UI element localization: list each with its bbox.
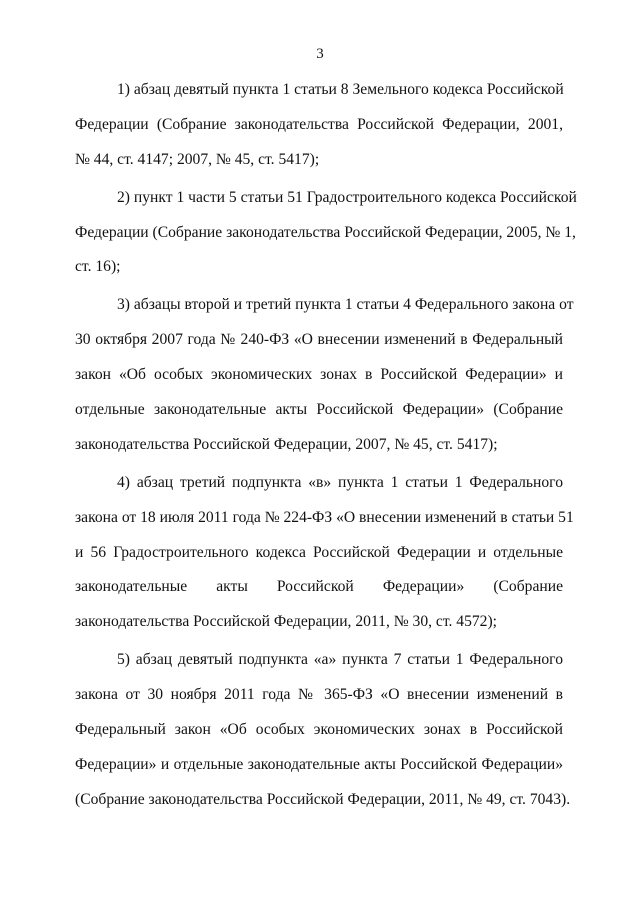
item-4-line-1: 4) абзац третий подпункта «в» пункта 1 статьи 1 Федерального: [117, 473, 563, 491]
list-item-5: [75, 649, 571, 823]
item-3-line-1: 3) абзацы второй и третий пункта 1 статьи 4 Федерального закона от: [117, 296, 574, 314]
list-item-4: [75, 472, 574, 646]
item-4-line-2: закона от 18 июля 2011 года № 224-ФЗ «О внесении изменений в статьи 51: [75, 508, 574, 526]
item-5-line-3: Федеральный закон «Об особых экономических зонах в Российской: [75, 721, 563, 739]
item-2-line-3: ст. 16);: [75, 258, 121, 276]
item-4-line-5: законодательства Российской Федерации, 2011, № 30, ст. 4572);: [75, 613, 497, 631]
page-number: 3: [316, 46, 324, 62]
item-5-line-4: Федерации» и отдельные законодательные акты Российской Федерации»: [75, 755, 563, 773]
item-2-line-1: 2) пункт 1 части 5 статьи 51 Градостроительного кодекса Российской: [117, 188, 577, 206]
item-2-line-2: Федерации (Собрание законодательства Российской Федерации, 2005, № 1,: [75, 223, 576, 241]
item-3-line-4: отдельные законодательные акты Российской Федерации» (Собрание: [75, 401, 563, 419]
item-1-line-3: № 44, ст. 4147; 2007, № 45, ст. 5417);: [75, 150, 320, 168]
item-3-line-5: законодательства Российской Федерации, 2007, № 45, ст. 5417);: [75, 435, 498, 453]
item-1-line-2: Федерации (Собрание законодательства Российской Федерации, 2001,: [75, 115, 563, 133]
item-5-line-1: 5) абзац девятый подпункта «а» пункта 7 статьи 1 Федерального: [117, 651, 563, 669]
item-1-line-1: 1) абзац девятый пункта 1 статьи 8 Земельного кодекса Российской: [117, 81, 564, 98]
item-4-line-4: законодательные акты Российской Федерации» (Собрание: [75, 578, 563, 596]
item-3-line-2: 30 октября 2007 года № 240-ФЗ «О внесении изменений в Федеральный: [75, 331, 563, 349]
list-item-2: [75, 187, 577, 292]
item-5-line-2: закона от 30 ноября 2011 года № 365-ФЗ «О внесении изменений в: [75, 686, 563, 704]
list-item-3: [75, 294, 574, 468]
item-3-line-3: закон «Об особых экономических зонах в Российской Федерации» и: [75, 366, 563, 384]
list-item-1: [75, 79, 563, 184]
item-4-line-3: и 56 Градостроительного кодекса Российской Федерации и отдельные: [75, 543, 563, 561]
repealed-provisions-list: [75, 79, 577, 824]
item-5-line-5: (Собрание законодательства Российской Федерации, 2011, № 49, ст. 7043).: [75, 790, 571, 808]
